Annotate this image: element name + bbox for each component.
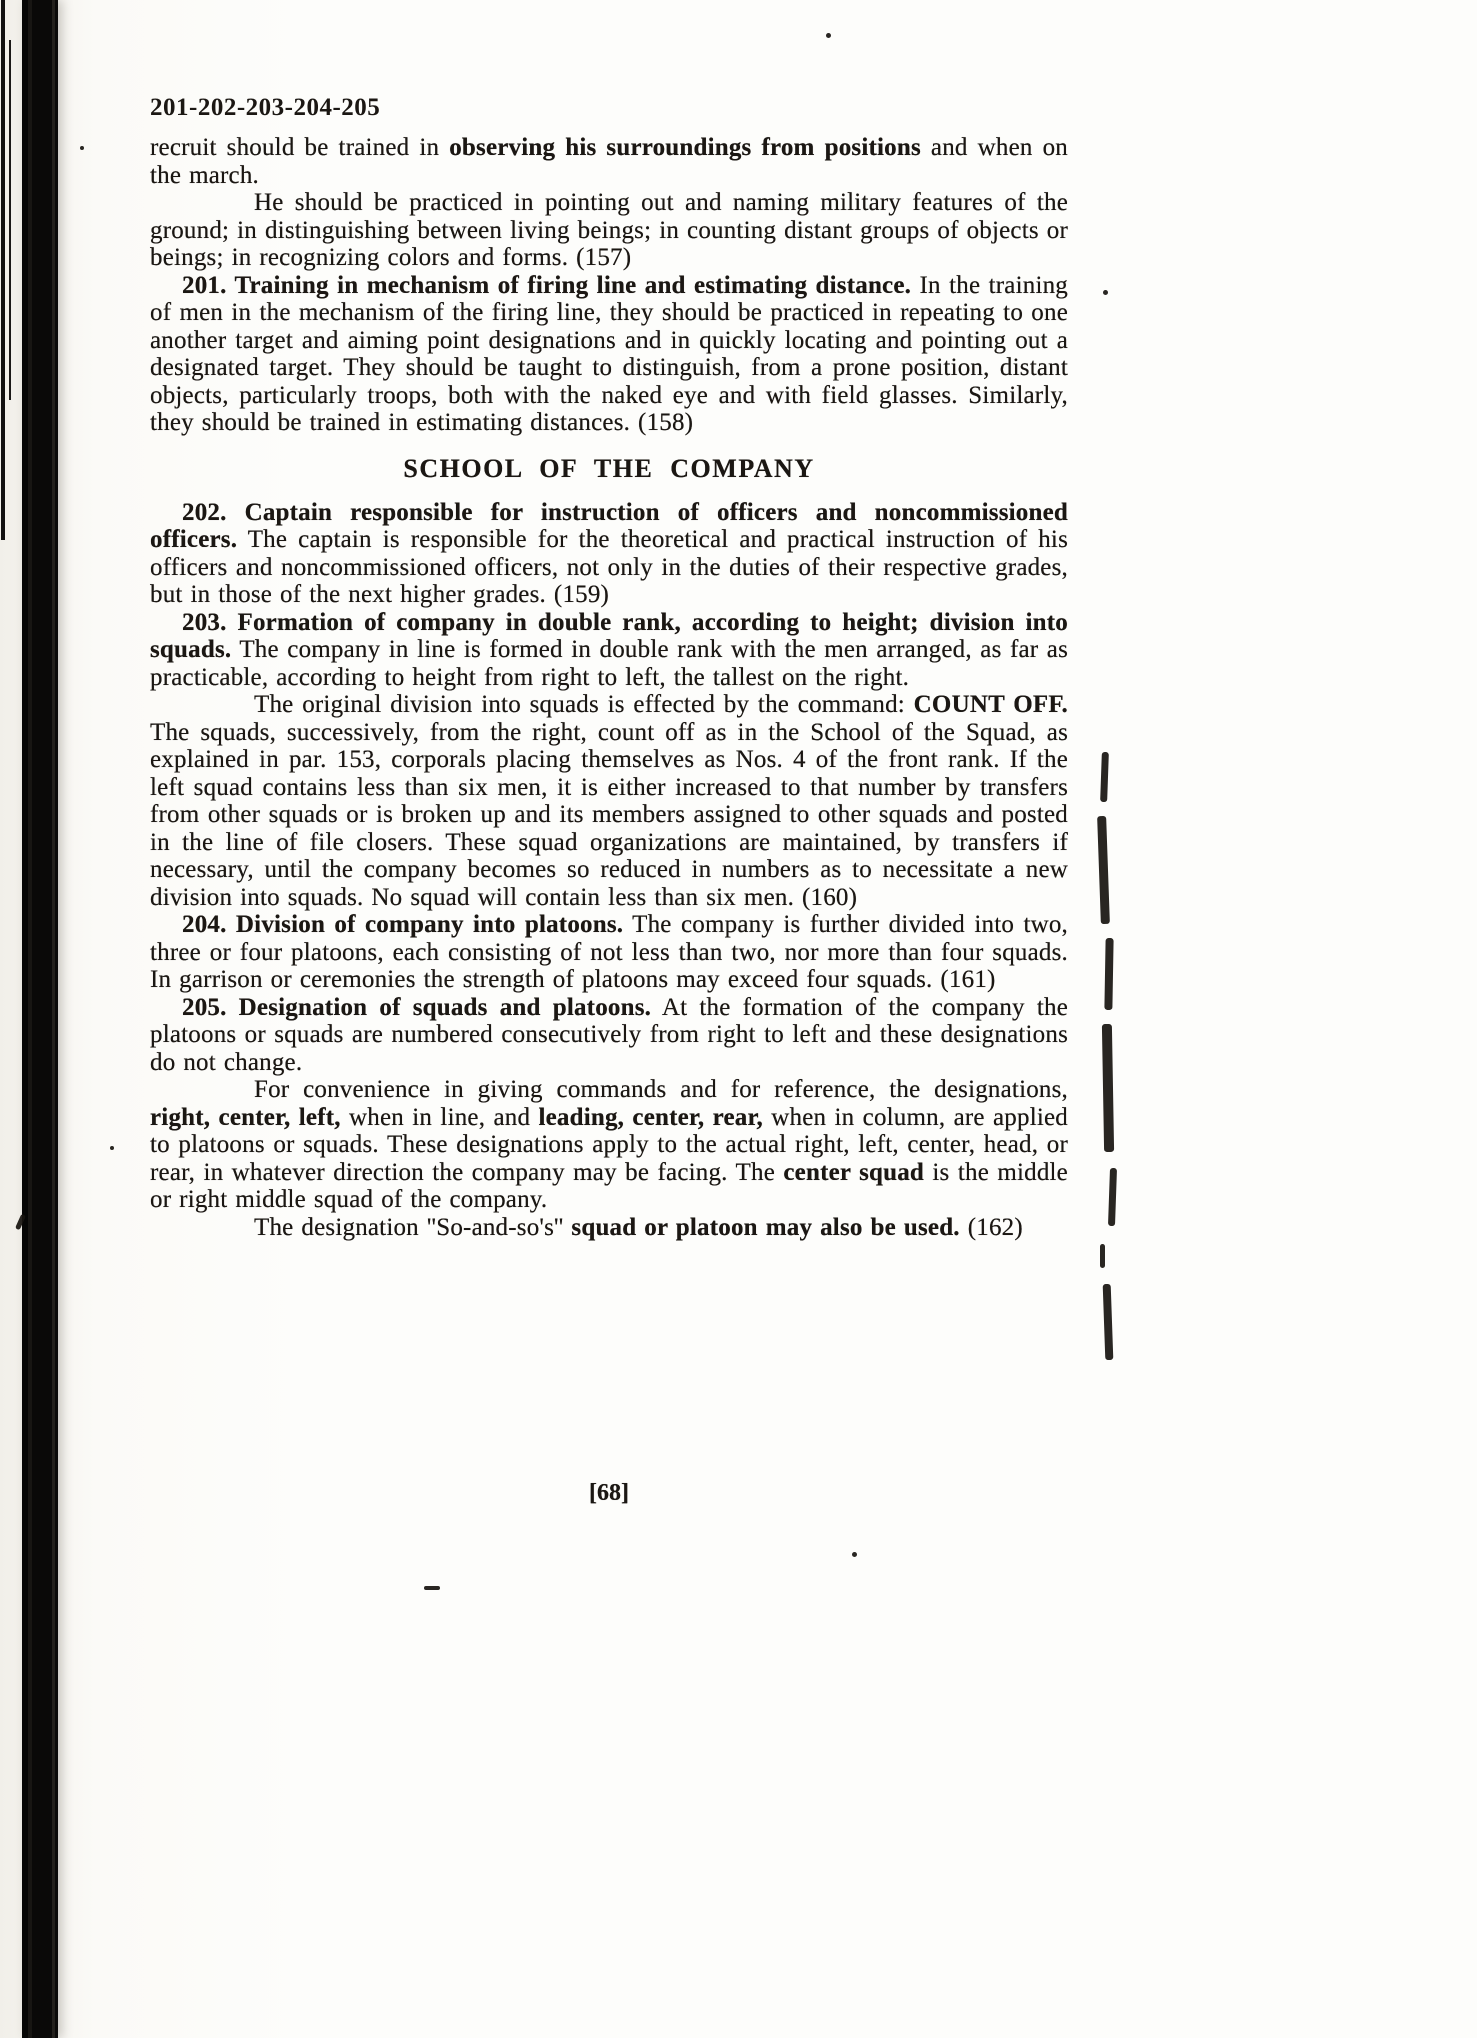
body-text: The squads, successively, from the right, count off as in the School of the Squad, as explained in par. 153, corporals placing themselves as Nos. 4 of the front rank. If the left squad contains less than six men, it is either increased to that number by transfers from other squads or is broken up and its members assigned to other squads and posted in the line of file closers. These squad organizations are maintained, by transfers if necessary, until the company becomes so reduced in numbers as to necessitate a new division into squads. No squad will contain less than six men. (160) <box>150 718 1068 911</box>
body-text: recruit should be trained in <box>150 134 450 161</box>
ink-speck <box>424 1586 440 1590</box>
bold-text: 201. Training in mechanism of firing line and estimating distance. <box>182 271 912 299</box>
ink-smudge <box>1108 1168 1117 1226</box>
ink-speck <box>110 1146 114 1150</box>
body-text: when in column, are applied to platoons or squads. These designations apply to the actual right, left, center, head, or rear, in whatever direction the company may be facing. The <box>150 1103 1068 1186</box>
bold-text: squad or platoon may also be used. <box>571 1213 960 1241</box>
body-text: The designation ''So-and-so's'' <box>254 1213 572 1241</box>
ink-speck <box>852 1552 857 1557</box>
body-text: and when on the march. <box>150 134 1068 189</box>
paragraph <box>150 609 1068 692</box>
body-text: At the formation of the company the platoons or squads are numbered consecutively from right to left and these designations do not change. <box>150 993 1068 1076</box>
body-text: The captain is responsible for the theoretical and practical instruction of his officers and noncommissioned officers, not only in the duties of their respective grades, but in those of the next higher grades. (159) <box>150 526 1068 608</box>
bold-text: right, center, left, <box>150 1103 341 1131</box>
text-column <box>150 94 1068 1241</box>
ink-smudge <box>1100 752 1109 802</box>
paragraph <box>150 189 1068 272</box>
bold-text: leading, center, rear, <box>538 1103 763 1131</box>
body-text: The company in line is formed in double rank with the men arranged, as far as practicable, according to height from right to left, the tallest on the right. <box>150 636 1068 691</box>
paragraph <box>150 691 1068 911</box>
ink-smudge <box>1097 816 1110 924</box>
ink-speck <box>826 33 831 38</box>
bold-text: 205. Designation of squads and platoons. <box>182 993 652 1021</box>
paragraph <box>150 272 1068 437</box>
running-head: 201-202-203-204-205 <box>150 94 381 121</box>
bold-text: COUNT OFF. <box>913 691 1068 718</box>
body-text: is the middle or right middle squad of the company. <box>150 1158 1068 1213</box>
scan-gutter-line <box>9 40 11 400</box>
page-body <box>150 134 1068 1241</box>
body-text: when in line, and <box>340 1103 539 1131</box>
ink-speck <box>1103 290 1108 295</box>
section-heading: SCHOOL OF THE COMPANY <box>403 453 815 483</box>
paragraph <box>150 1214 1068 1242</box>
paragraph <box>150 134 1068 189</box>
paragraph <box>150 994 1068 1077</box>
paragraph <box>150 1076 1068 1214</box>
ink-speck <box>80 146 84 150</box>
bold-text: center squad <box>783 1158 925 1186</box>
bold-text: 204. Division of company into platoons. <box>182 911 624 938</box>
body-text: He should be practiced in pointing out and naming military features of the ground; in distinguishing between living beings; in counting distant groups of objects or beings; in recognizing colors and forms. (157) <box>150 189 1068 271</box>
ink-smudge <box>1103 1284 1114 1360</box>
bold-text: 202. Captain responsible for instruction of officers and noncommissioned officers. <box>150 498 1068 553</box>
ink-smudge <box>1104 938 1113 1010</box>
paragraph <box>150 911 1068 994</box>
scan-gutter-line <box>1 0 5 540</box>
bold-text: 203. Formation of company in double rank, according to height; division into squads. <box>150 608 1068 663</box>
scan-gutter-band <box>22 0 58 2038</box>
body-text: The original division into squads is effected by the command: <box>254 691 914 718</box>
body-text: For convenience in giving commands and for reference, the designations, <box>254 1076 1068 1103</box>
body-text: (162) <box>959 1213 1023 1241</box>
paragraph <box>150 499 1068 609</box>
bold-text: observing his surroundings from positions <box>449 134 921 161</box>
body-text: The company is further divided into two, three or four platoons, each consisting of not less than two, nor more than four squads. In garrison or ceremonies the strength of platoons may exceed four squads. (161) <box>150 911 1068 993</box>
ink-smudge <box>1102 1024 1114 1152</box>
body-text: In the training of men in the mechanism of the firing line, they should be practiced in repeating to one another target and aiming point designations and in quickly locating and pointing out a designated target. They should be taught to distinguish, from a prone position, distant objects, particularly troops, both with the naked eye and with field glasses. Similarly, they should be trained in estimating distances. (158) <box>150 271 1068 436</box>
page-number: [68] <box>589 1480 629 1506</box>
ink-smudge <box>1100 1244 1105 1268</box>
